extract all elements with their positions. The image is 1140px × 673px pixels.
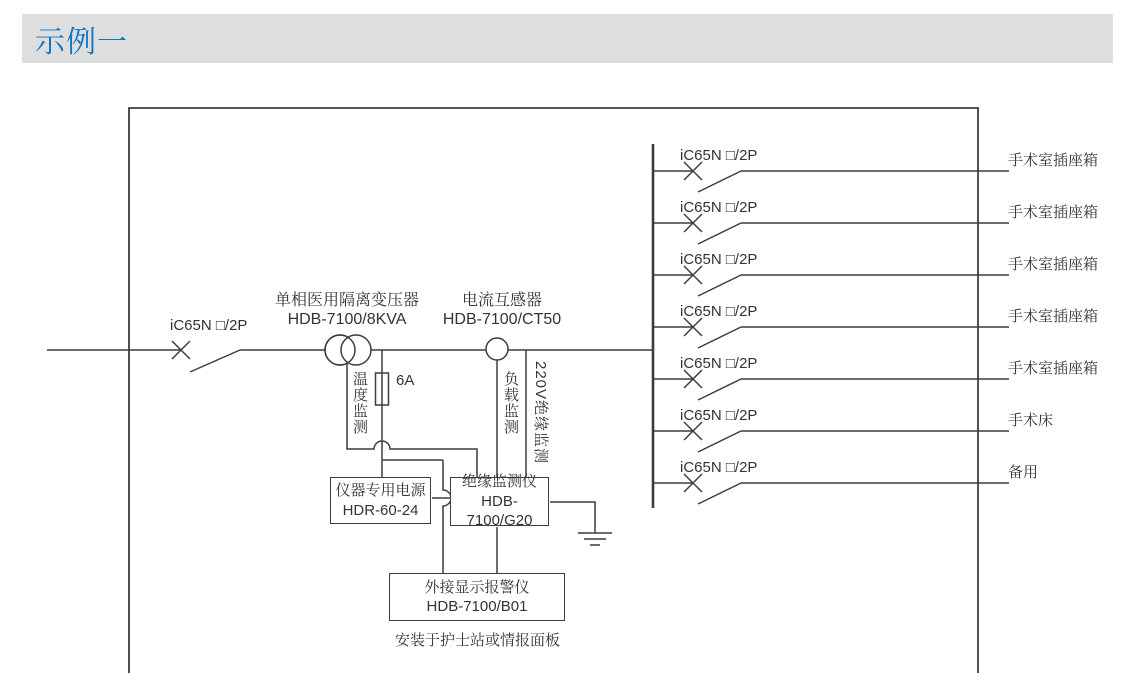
branch-destination-label: 手术室插座箱 <box>1008 308 1099 325</box>
branch-breaker-icon <box>653 162 1009 192</box>
branch-breaker-label: iC65N □/2P <box>680 459 758 476</box>
imd-name: 绝缘监测仪 <box>461 473 537 491</box>
imd-model: HDB-7100/G20 <box>466 492 533 530</box>
branch-breaker-icon <box>653 422 1009 452</box>
fuse-rating-label: 6A <box>396 372 415 389</box>
temperature-monitor-label: 温度监测 <box>351 371 368 435</box>
branch-breaker-label: iC65N □/2P <box>680 355 758 372</box>
load-monitor-label: 负载监测 <box>502 371 519 435</box>
branch-destination-label: 手术床 <box>1008 412 1054 429</box>
branch-breaker-label: iC65N □/2P <box>680 147 758 164</box>
alarm-display-box <box>389 573 565 621</box>
transformer-model: HDB-7100/8KVA <box>287 311 407 329</box>
branch-breaker-icon <box>653 370 1009 400</box>
branch-breaker-label: iC65N □/2P <box>680 303 758 320</box>
instrument-power-supply-box <box>330 477 431 524</box>
ct-model: HDB-7100/CT50 <box>442 311 562 329</box>
branch-destination-label: 手术室插座箱 <box>1008 152 1099 169</box>
branch-breaker-icon <box>653 214 1009 244</box>
branch-breaker-label: iC65N □/2P <box>680 251 758 268</box>
incoming-breaker-label: iC65N □/2P <box>170 317 248 334</box>
alarm-name: 外接显示报警仪 <box>424 578 530 596</box>
transformer-icon <box>325 335 371 365</box>
branch-breaker-label: iC65N □/2P <box>680 199 758 216</box>
insulation-monitor-box <box>450 473 549 530</box>
transformer-name: 单相医用隔离变压器 <box>274 292 419 309</box>
branch-breaker-icon <box>653 474 1009 504</box>
insulation-monitor-label: 220V绝缘监测 <box>532 361 549 465</box>
ground-icon <box>550 502 612 545</box>
psu-model: HDR-60-24 <box>342 501 419 519</box>
ct-name: 电流互感器 <box>461 292 542 309</box>
branch-destination-label: 手术室插座箱 <box>1008 204 1099 221</box>
psu-name: 仪器专用电源 <box>335 482 426 499</box>
alarm-caption: 安装于护士站或情报面板 <box>394 632 560 649</box>
branch-breaker-icon <box>653 266 1009 296</box>
alarm-model: HDB-7100/B01 <box>426 598 528 615</box>
current-transformer-icon <box>486 338 508 360</box>
branch-breaker-icon <box>653 318 1009 348</box>
current-transformer-label <box>402 291 602 329</box>
page-title: 示例一 <box>35 25 128 59</box>
branch-breaker-label: iC65N □/2P <box>680 407 758 424</box>
branch-destination-label: 备用 <box>1008 464 1039 481</box>
branch-destination-label: 手术室插座箱 <box>1008 256 1099 273</box>
main-breaker-icon <box>172 341 240 372</box>
branch-destination-label: 手术室插座箱 <box>1008 360 1099 377</box>
